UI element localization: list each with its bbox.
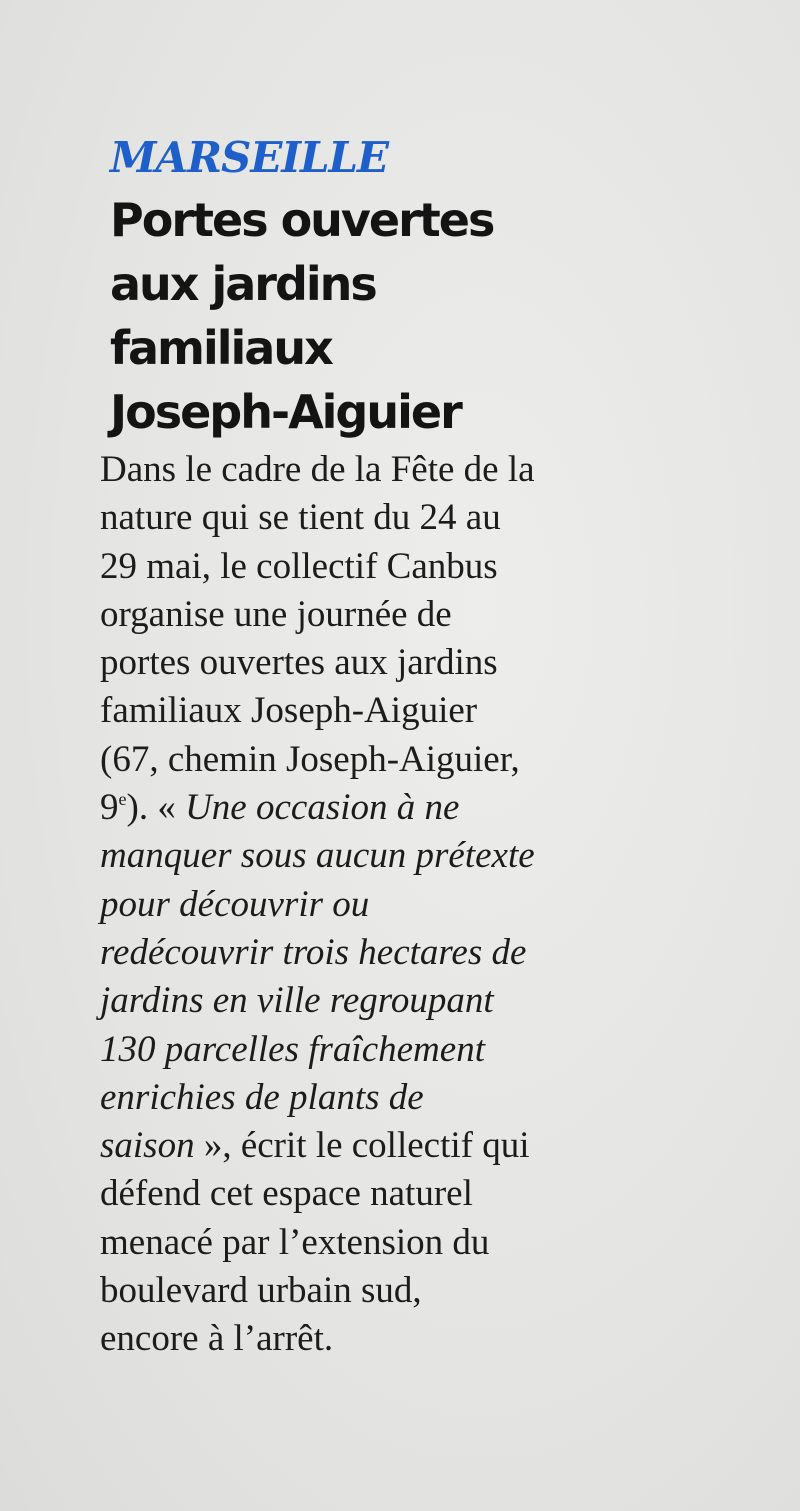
body-line: défend cet espace naturel [100,1173,473,1215]
body-line: familiaux Joseph-Aiguier [100,690,478,732]
headline-line: aux jardins [110,257,376,311]
body-line: boulevard urbain sud, [100,1270,422,1312]
body-line: (67, chemin Joseph-Aiguier, [100,738,520,780]
body-line [100,1122,740,1170]
headline [110,188,670,444]
body-line-quote: manquer sous aucun prétexte [100,835,535,877]
body-line-quote: redécouvrir trois hectares de [100,931,527,973]
body-line: 29 mai, le collectif Canbus [100,545,498,587]
body-line-quote: pour découvrir ou [100,883,370,925]
headline-line: Joseph-Aiguier [110,385,461,439]
body-line: menacé par l’extension du [100,1221,490,1263]
body-line [100,784,740,832]
headline-line: familiaux [110,321,332,375]
body-line: encore à l’arrêt. [100,1318,334,1360]
body-line-quote: jardins en ville regroupant [100,980,494,1022]
headline-line: Portes ouvertes [110,193,494,247]
body-line: portes ouvertes aux jardins [100,642,498,684]
quote-close: », écrit le collectif qui [194,1125,530,1167]
article-body [100,446,740,1364]
ordinal-suffix: e [118,789,127,810]
body-line: organise une journée de [100,593,452,635]
body-line: nature qui se tient du 24 au [100,497,501,539]
body-line: Dans le cadre de la Fête de la [100,449,535,490]
quote-text-end: saison [100,1125,195,1167]
body-line-quote: enrichies de plants de [100,1076,424,1118]
quote-open: ). « [126,787,186,829]
body-line-quote: 130 parcelles fraîchement [100,1028,485,1070]
arrondissement-number: 9 [100,787,119,829]
section-kicker: MARSEILLE [110,133,389,182]
quote-text: Une occasion à ne [185,787,460,829]
